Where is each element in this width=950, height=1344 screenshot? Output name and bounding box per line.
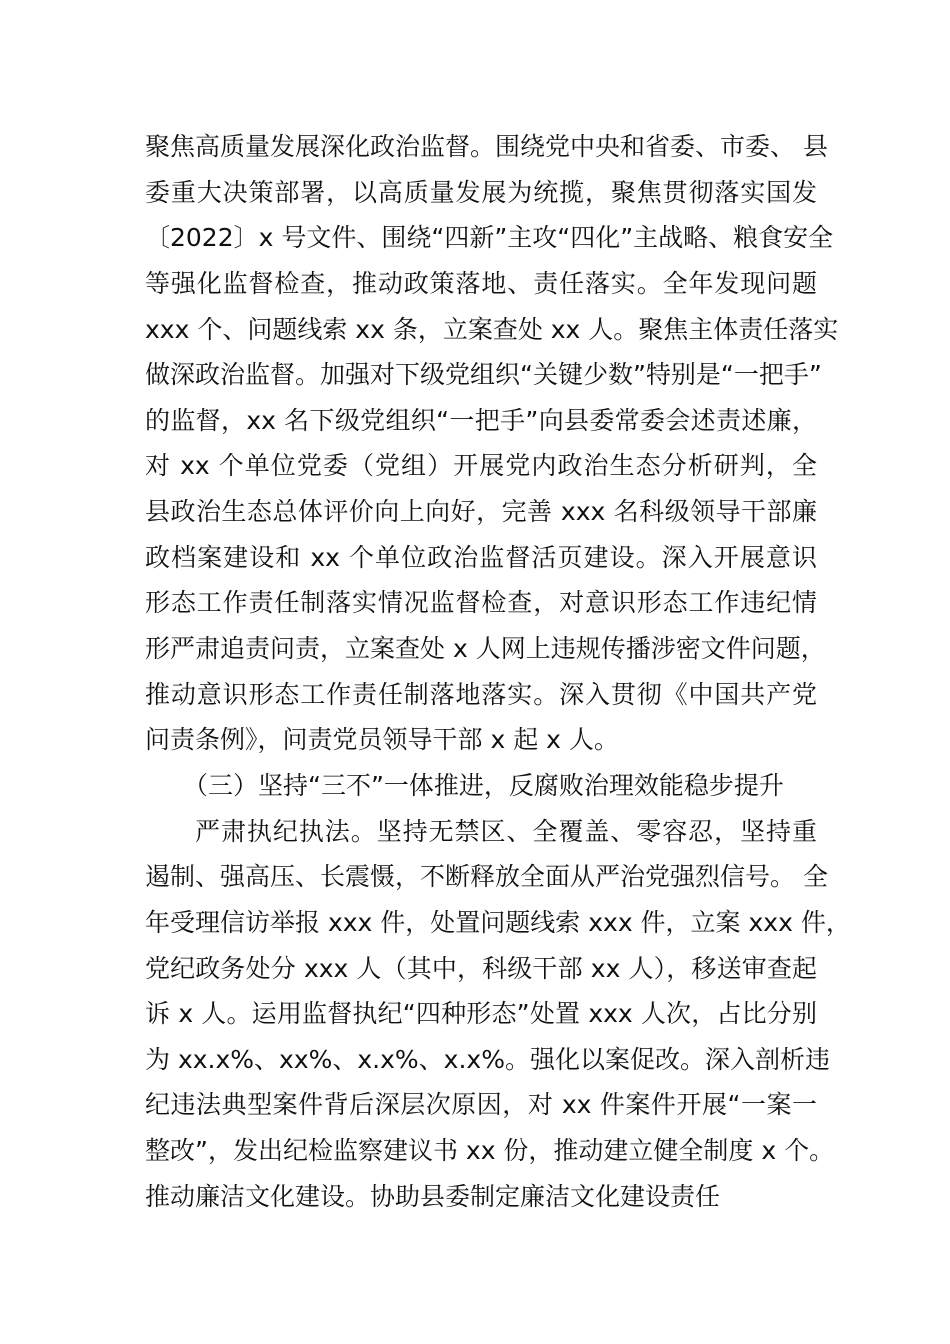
text-line: 推动廉洁文化建设。协助县委制定廉洁文化建设责任 (145, 1181, 721, 1211)
text-line: 严肃执纪执法。坚持无禁区、全覆盖、零容忍，坚持重 (195, 816, 817, 846)
text-line: 党纪政务处分 xxx 人（其中，科级干部 xx 人），移送审查起 (145, 953, 817, 983)
text-line: 的监督，xx 名下级党组织“一把手”向县委常委会述责述廉， (145, 405, 817, 435)
text-line: 委重大决策部署，以高质量发展为统揽，聚焦贯彻落实国发 (145, 177, 817, 207)
text-line: 问责条例》，问责党员领导干部 x 起 x 人。 (145, 725, 619, 755)
text-line: 形态工作责任制落实情况监督检查，对意识形态工作违纪情 (145, 588, 817, 618)
text-line: 等强化监督检查，推动政策落地、责任落实。全年发现问题 (145, 268, 817, 298)
text-line: 政档案建设和 xx 个单位政治监督活页建设。深入开展意识 (145, 542, 817, 572)
text-line: 〔2022〕x 号文件、围绕“四新”主攻“四化”主战略、粮食安全 (145, 223, 834, 253)
text-line: 纪违法典型案件背后深层次原因，对 xx 件案件开展“一案一 (145, 1090, 817, 1120)
text-line: 推动意识形态工作责任制落地落实。深入贯彻《中国共产党 (145, 679, 817, 709)
text-line: 聚焦高质量发展深化政治监督。围绕党中央和省委、市委、 县 (145, 132, 828, 161)
text-line: 形严肃追责问责，立案查处 x 人网上违规传播涉密文件问题， (145, 634, 826, 664)
section-heading: （三）坚持“三不”一体推进，反腐败治理效能稳步提升 (183, 770, 784, 800)
text-line: 年受理信访举报 xxx 件，处置问题线索 xxx 件，立案 xxx 件， (145, 907, 851, 937)
text-line: xxx 个、问题线索 xx 条，立案查处 xx 人。聚焦主体责任落实 (145, 314, 839, 344)
text-line: 整改”，发出纪检监察建议书 xx 份，推动建立健全制度 x 个。 (145, 1136, 835, 1166)
text-line: 县政治生态总体评价向上向好，完善 xxx 名科级领导干部廉 (145, 497, 817, 527)
text-line: 为 xx.x%、xx%、x.x%、x.x%。强化以案促改。深入剖析违 (145, 1044, 830, 1074)
text-line: 做深政治监督。加强对下级党组织“关键少数”特别是“一把手” (145, 360, 822, 390)
text-line: 对 xx 个单位党委（党组）开展党内政治生态分析研判，全 (145, 451, 817, 481)
document-page (145, 124, 851, 1219)
paragraph-political-supervision (145, 124, 839, 763)
text-line: 诉 x 人。运用监督执纪“四种形态”处置 xxx 人次，占比分别 (145, 999, 817, 1029)
paragraph-discipline-enforcement (145, 809, 851, 1220)
text-line: 遏制、强高压、长震慑，不断释放全面从严治党强烈信号。 全 (145, 862, 828, 892)
